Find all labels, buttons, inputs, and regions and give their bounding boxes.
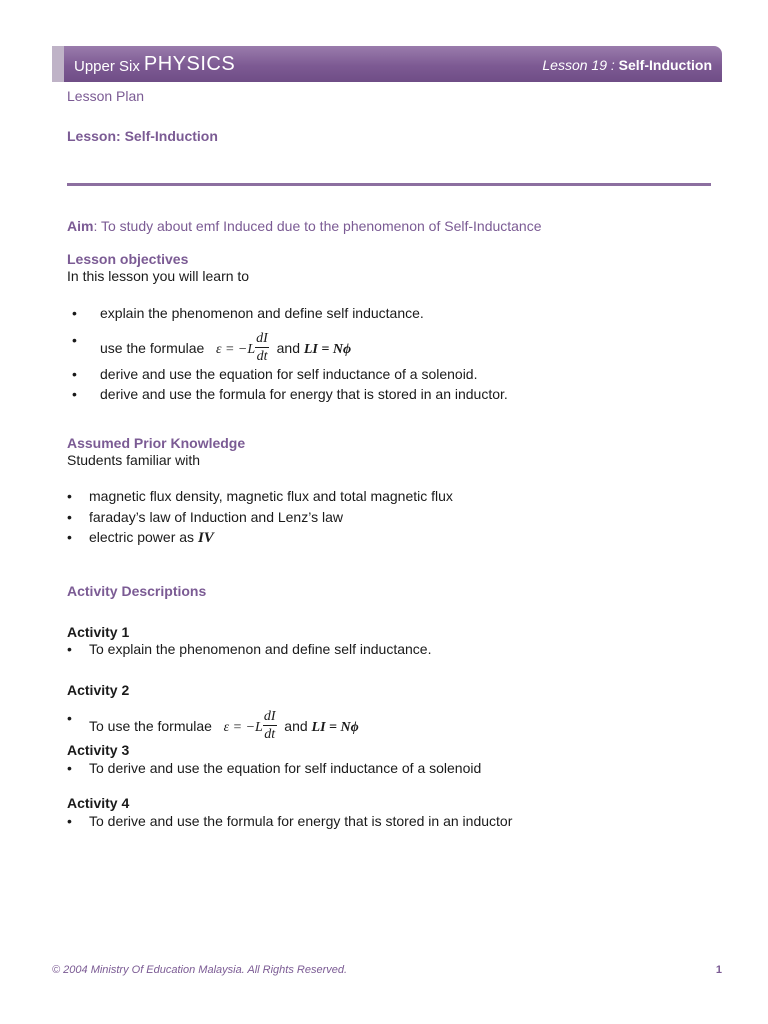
aim-label: Aim (67, 218, 94, 234)
formula-and: and (276, 340, 300, 357)
activity-text: To explain the phenomenon and define self inductance. (89, 641, 432, 657)
doc-type: Lesson Plan (67, 88, 145, 104)
prior-knowledge-heading: Assumed Prior Knowledge (67, 435, 246, 451)
lesson-header (542, 57, 712, 73)
fraction-denominator: dt (264, 727, 276, 742)
section-divider (67, 183, 711, 186)
activity-title: Activity 2 (67, 682, 130, 698)
fraction-numerator: dI (256, 331, 268, 346)
bullet: • (67, 760, 72, 776)
activity-text: To derive and use the equation for self inductance of a solenoid (89, 760, 482, 776)
activity-text (89, 710, 359, 745)
objective-text: derive and use the equation for self inductance of a solenoid. (100, 366, 478, 382)
formulae-label: To use the formulae (89, 718, 212, 735)
bullet: • (67, 529, 72, 545)
flux-linkage-formula: LI = Nϕ (311, 720, 359, 736)
activity-title: Activity 3 (67, 742, 130, 758)
course-title (74, 54, 235, 77)
header-banner (52, 46, 722, 82)
prior-text: magnetic flux density, magnetic flux and total magnetic flux (89, 488, 453, 504)
formulae-label: use the formulae (100, 340, 205, 357)
lesson-title: Lesson: Self-Induction (67, 128, 218, 144)
lesson-topic: Self-Induction (618, 57, 712, 73)
course-prefix: Upper Six (74, 58, 140, 75)
bullet: • (67, 488, 72, 504)
power-symbol: IV (197, 530, 214, 546)
bullet: • (72, 305, 77, 321)
objectives-intro: In this lesson you will learn to (67, 268, 250, 284)
bullet: • (67, 813, 72, 829)
formula-and: and (284, 718, 308, 735)
activity-title: Activity 1 (67, 624, 130, 640)
objective-text: derive and use the formula for energy that is stored in an inductor. (100, 386, 508, 402)
bullet: • (72, 366, 77, 382)
page-number: 1 (715, 964, 722, 976)
course-subject: PHYSICS (143, 53, 236, 75)
aim-text: : To study about emf Induced due to the phenomenon of Self-Inductance (93, 218, 542, 234)
fraction-denominator: dt (256, 349, 268, 364)
lesson-number: Lesson 19 : (542, 57, 615, 73)
copyright-notice: © 2004 Ministry Of Education Malaysia. All Rights Reserved. (52, 964, 348, 976)
aim-line (67, 218, 542, 234)
objective-text (100, 332, 351, 367)
emf-formula-lhs: ε = −L (223, 720, 263, 736)
emf-formula-lhs: ε = −L (215, 342, 256, 358)
activity-text: To derive and use the formula for energy that is stored in an inductor (89, 813, 513, 829)
banner-accent-strip (52, 46, 64, 82)
bullet: • (67, 710, 72, 726)
objectives-heading: Lesson objectives (67, 251, 189, 267)
bullet: • (67, 641, 72, 657)
power-label: electric power as (89, 529, 195, 545)
derivative-fraction (255, 330, 269, 365)
prior-text: faraday’s law of Induction and Lenz’s law (89, 509, 343, 525)
objective-text: explain the phenomenon and define self inductance. (100, 305, 424, 321)
bullet: • (72, 386, 77, 402)
prior-text (89, 529, 214, 547)
fraction-numerator: dI (263, 709, 276, 724)
derivative-fraction (263, 708, 277, 743)
activities-heading: Activity Descriptions (67, 583, 207, 599)
bullet: • (72, 332, 77, 348)
flux-linkage-formula: LI = Nϕ (303, 342, 352, 358)
bullet: • (67, 509, 72, 525)
activity-title: Activity 4 (67, 795, 130, 811)
prior-knowledge-intro: Students familiar with (67, 452, 201, 468)
